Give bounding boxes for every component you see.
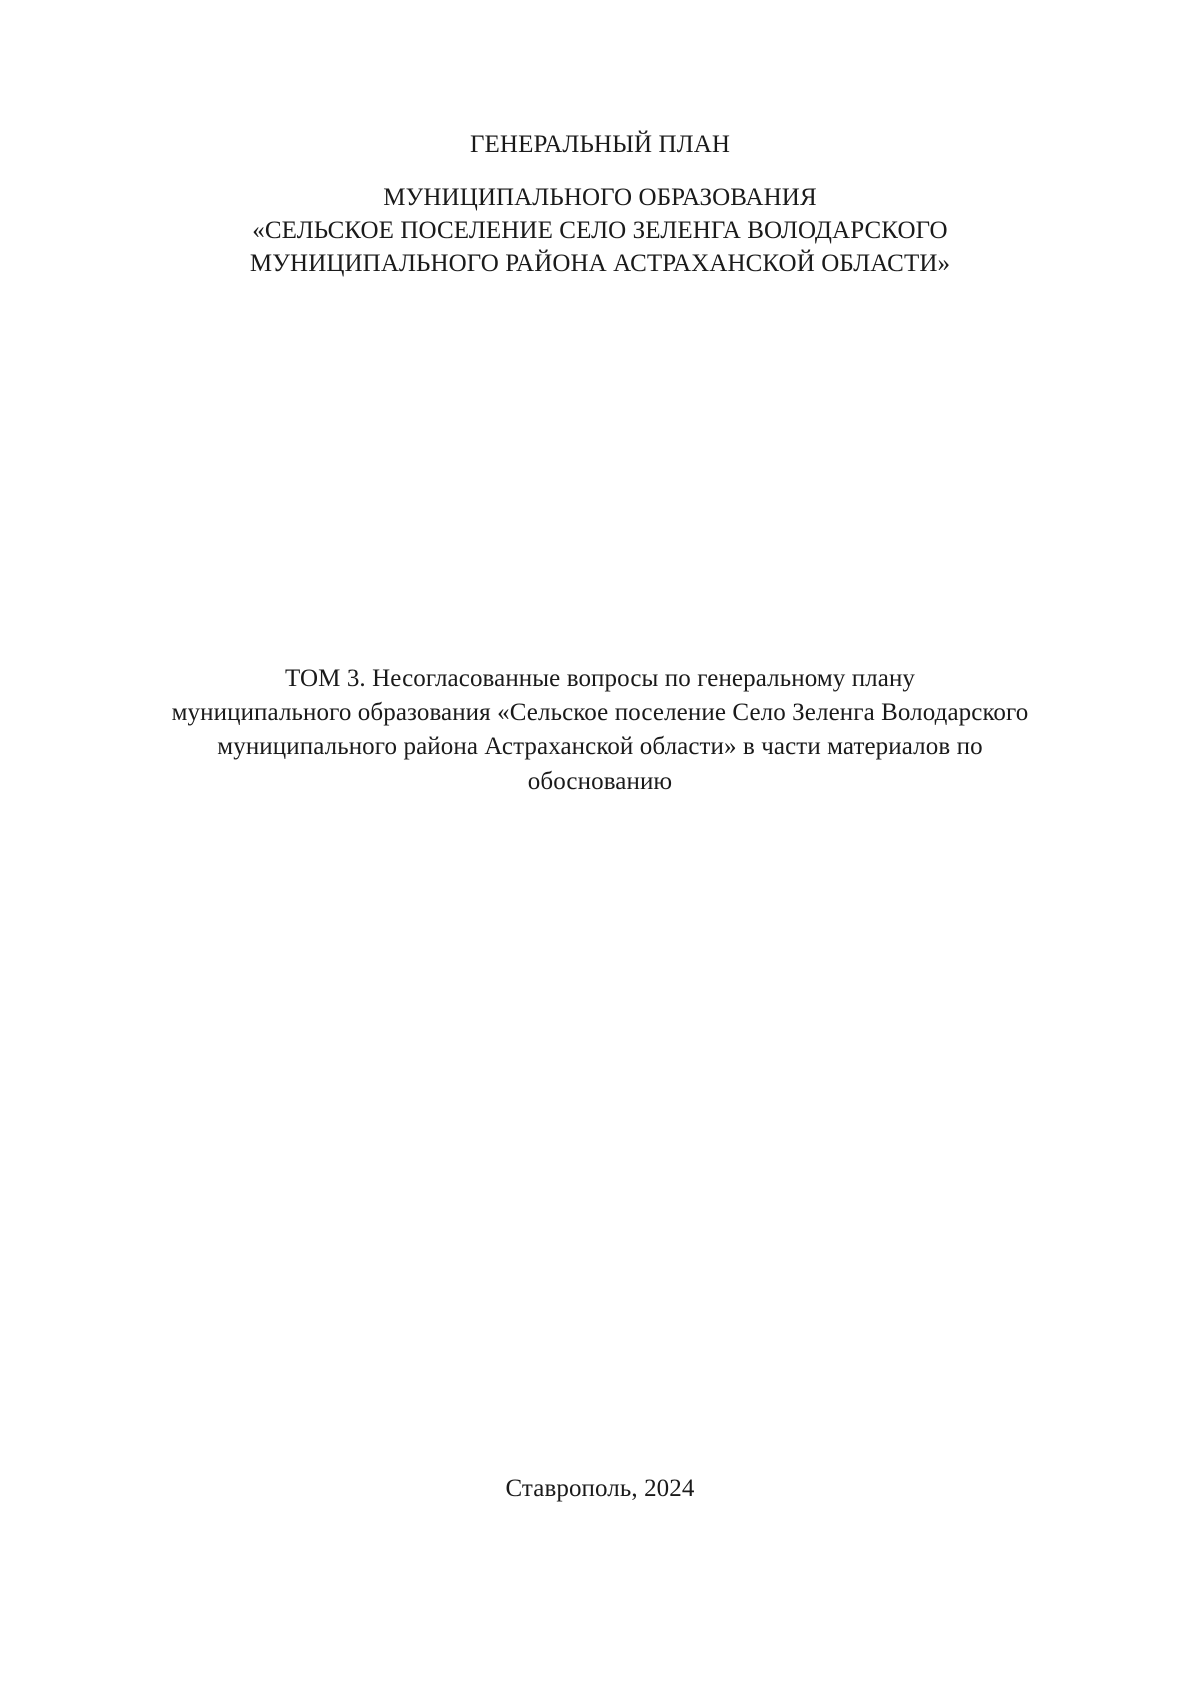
- volume-title-line-4: обоснованию: [527, 768, 673, 795]
- document-title: ГЕНЕРАЛЬНЫЙ ПЛАН: [470, 131, 730, 158]
- volume-title-line-1: ТОМ 3. Несогласованные вопросы по генеральному плану: [284, 665, 916, 692]
- volume-title-line-2: муниципального образования «Сельское поселение Село Зеленга Володарского: [171, 699, 1029, 726]
- municipality-heading-line-1: МУНИЦИПАЛЬНОГО ОБРАЗОВАНИЯ: [383, 184, 817, 211]
- municipality-heading-line-3: МУНИЦИПАЛЬНОГО РАЙОНА АСТРАХАНСКОЙ ОБЛАСТИ»: [249, 250, 951, 277]
- municipality-heading-line-2: «СЕЛЬСКОЕ ПОСЕЛЕНИЕ СЕЛО ЗЕЛЕНГА ВОЛОДАРСКОГО: [252, 217, 948, 244]
- volume-title-line-3: муниципального района Астраханской области» в части материалов по: [217, 733, 983, 760]
- place-and-year: Ставрополь, 2024: [505, 1475, 695, 1502]
